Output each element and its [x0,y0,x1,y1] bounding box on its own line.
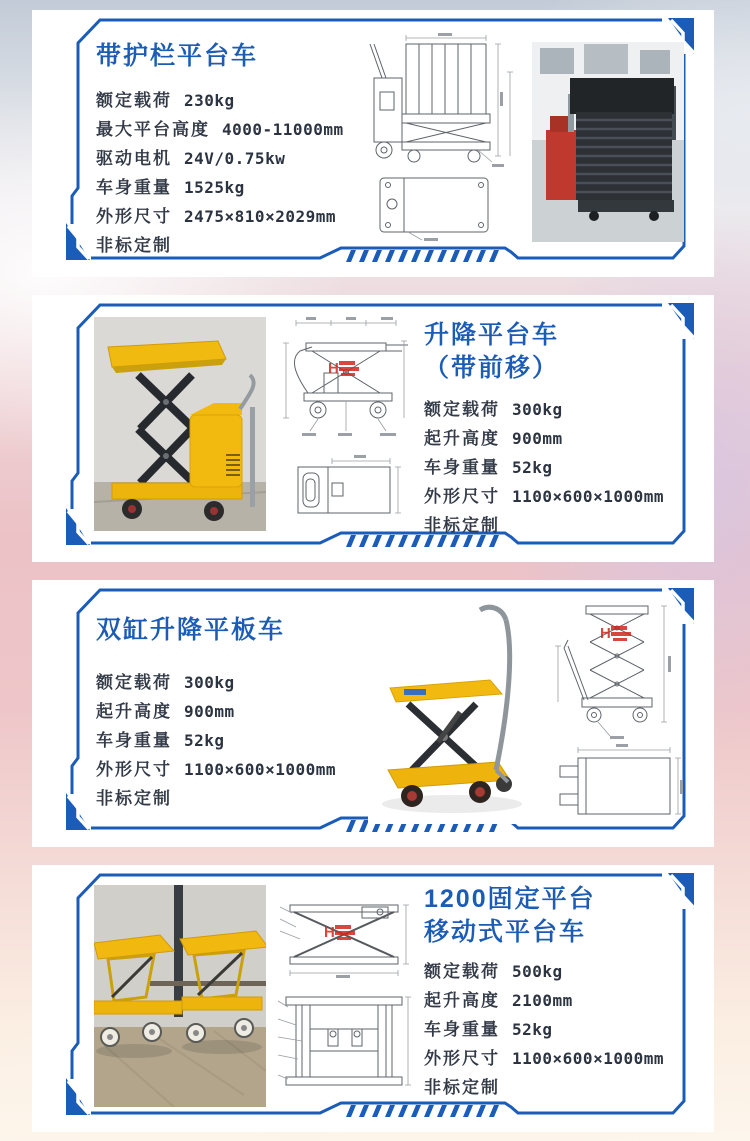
spec-value: 900mm [184,702,235,721]
spec-row [424,482,664,511]
spec-label: 外形尺寸 [424,1049,500,1068]
spec-label: 起升高度 [96,702,172,721]
spec-label: 车身重量 [424,1020,500,1039]
product-card-double-cylinder-flatbed-cart [32,580,714,847]
spec-label: 车身重量 [96,731,172,750]
spec-row [96,115,344,144]
spec-label: 外形尺寸 [424,487,500,506]
product-card-guardrail-platform-cart [32,10,714,277]
spec-value: 1525kg [184,178,245,197]
spec-value: 1100×600×1000mm [512,487,664,506]
spec-value: 900mm [512,429,563,448]
spec-label: 外形尺寸 [96,207,172,226]
spec-row [96,726,336,755]
spec-label: 车身重量 [424,458,500,477]
spec-value: 2475×810×2029mm [184,207,336,226]
spec-label: 额定载荷 [96,673,172,692]
spec-label: 额定载荷 [96,91,172,110]
spec-row [96,231,344,260]
spec-label: 最大平台高度 [96,120,210,139]
spec-row [424,1044,664,1073]
product-photo [94,317,266,531]
spec-row [96,668,336,697]
spec-row [424,511,664,540]
technical-drawing [276,879,414,1107]
spec-label: 非标定制 [96,236,172,255]
technical-drawing [552,590,686,828]
technical-drawing [350,32,528,244]
spec-value: 52kg [184,731,225,750]
spec-row [424,424,664,453]
product-title: 带护栏平台车 [96,42,259,70]
spec-label: 起升高度 [424,991,500,1010]
spec-label: 额定载荷 [424,962,500,981]
spec-label: 非标定制 [424,1078,500,1097]
spec-value: 230kg [184,91,235,110]
spec-list [96,668,336,813]
spec-row [424,1073,664,1102]
spec-row [96,86,344,115]
spec-label: 驱动电机 [96,149,172,168]
spec-value: 2100mm [512,991,573,1010]
spec-label: 非标定制 [96,789,172,808]
spec-value: 1100×600×1000mm [512,1049,664,1068]
spec-row [424,957,664,986]
spec-label: 额定载荷 [424,400,500,419]
spec-value: 300kg [184,673,235,692]
spec-label: 起升高度 [424,429,500,448]
spec-row [96,144,344,173]
spec-value: 52kg [512,458,553,477]
spec-value: 300kg [512,400,563,419]
spec-value: 24V/0.75kw [184,149,286,168]
product-photo [368,592,546,824]
product-title: 升降平台车 （带前移） [424,321,560,382]
product-title: 双缸升降平板车 [96,616,286,644]
spec-row [96,784,336,813]
spec-value: 500kg [512,962,563,981]
spec-value: 1100×600×1000mm [184,760,336,779]
spec-row [424,395,664,424]
spec-value: 52kg [512,1020,553,1039]
spec-row [96,202,344,231]
spec-row [424,1015,664,1044]
spec-list [424,957,664,1102]
technical-drawing [276,315,416,533]
spec-row [96,755,336,784]
spec-label: 车身重量 [96,178,172,197]
product-photo [532,42,684,242]
spec-label: 外形尺寸 [96,760,172,779]
product-title: 1200固定平台 移动式平台车 [424,885,596,946]
product-card-fixed-platform-mobile-cart [32,865,714,1132]
spec-list [96,86,344,260]
product-photo [94,885,266,1107]
spec-row [424,986,664,1015]
spec-row [424,453,664,482]
product-card-lift-platform-cart-forward [32,295,714,562]
spec-list [424,395,664,540]
spec-label: 非标定制 [424,516,500,535]
spec-value: 4000-11000mm [222,120,344,139]
spec-row [96,173,344,202]
spec-row [96,697,336,726]
